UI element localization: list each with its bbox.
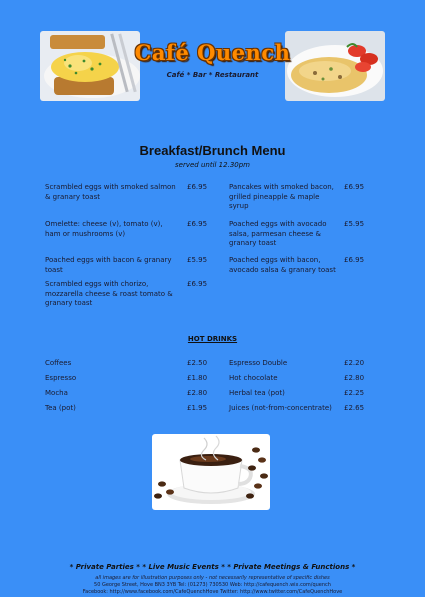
menu-item-name: Poached eggs with bacon, avocado salsa & granary toast xyxy=(229,256,336,274)
menu-title: Breakfast/Brunch Menu xyxy=(139,143,286,158)
events-banner: * Private Parties * * Live Music Events * * Private Meetings & Functions * xyxy=(69,563,356,571)
social-links[interactable]: Facebook: http://www.facebook.com/CafeQuenchHove Twitter: http://www.twitter.com/CafeQuenchHove xyxy=(82,589,343,595)
drink-item-name: Tea (pot) xyxy=(45,404,76,412)
cafe-tagline: Café * Bar * Restaurant xyxy=(166,71,259,79)
drink-item-name: Espresso xyxy=(45,374,77,382)
menu-item-price: £6.95 xyxy=(187,220,208,228)
menu-item-name: Poached eggs with bacon & granary toast xyxy=(45,256,172,274)
cafe-logo-title: Café Quench xyxy=(134,40,291,65)
drink-item-price: £2.80 xyxy=(187,389,208,397)
menu-subtitle: served until 12.30pm xyxy=(175,161,250,169)
drink-item-name: Hot chocolate xyxy=(229,374,278,382)
contact-address[interactable]: 50 George Street, Hove BN3 3YB Tel: (01273) 730530 Web: http://cafequench.wix.com/quench xyxy=(94,582,331,588)
drink-item-price: £2.20 xyxy=(344,359,365,367)
menu-item-name: Pancakes with smoked bacon, grilled pineapple & maple syrup xyxy=(229,183,334,210)
drink-item-price: £1.95 xyxy=(187,404,208,412)
drink-item-price: £2.80 xyxy=(344,374,365,382)
menu-item-name: Scrambled eggs with smoked salmon & granary toast xyxy=(45,183,176,201)
menu-item-price: £5.95 xyxy=(344,220,365,228)
menu-item-price: £5.95 xyxy=(187,256,208,264)
menu-item-price: £6.95 xyxy=(187,183,208,191)
menu-item-name: Poached eggs with avocado salsa, parmesan cheese & granary toast xyxy=(229,220,327,247)
drink-item-price: £2.65 xyxy=(344,404,365,412)
drink-item-price: £2.50 xyxy=(187,359,208,367)
menu-item-price: £6.95 xyxy=(187,280,208,288)
drink-item-name: Coffees xyxy=(45,359,72,367)
menu-item-name: Scrambled eggs with chorizo, mozzarella cheese & roast tomato & granary toast xyxy=(45,280,173,307)
coffee-cup-photo xyxy=(152,434,270,510)
drink-item-name: Juices (not-from-concentrate) xyxy=(229,404,332,412)
drink-item-name: Espresso Double xyxy=(229,359,288,367)
drink-item-price: £1.80 xyxy=(187,374,208,382)
menu-item-price: £6.95 xyxy=(344,256,365,264)
menu-item-name: Omelette: cheese (v), tomato (v), ham or mushrooms (v) xyxy=(45,220,163,238)
drink-item-price: £2.25 xyxy=(344,389,365,397)
image-disclaimer: all images are for illustration purposes only - not necessarily representative of specific dishes xyxy=(95,575,330,581)
hot-drinks-heading: HOT DRINKS xyxy=(187,335,238,343)
drink-item-name: Herbal tea (pot) xyxy=(229,389,285,397)
menu-item-price: £6.95 xyxy=(344,183,365,191)
drink-item-name: Mocha xyxy=(45,389,68,397)
